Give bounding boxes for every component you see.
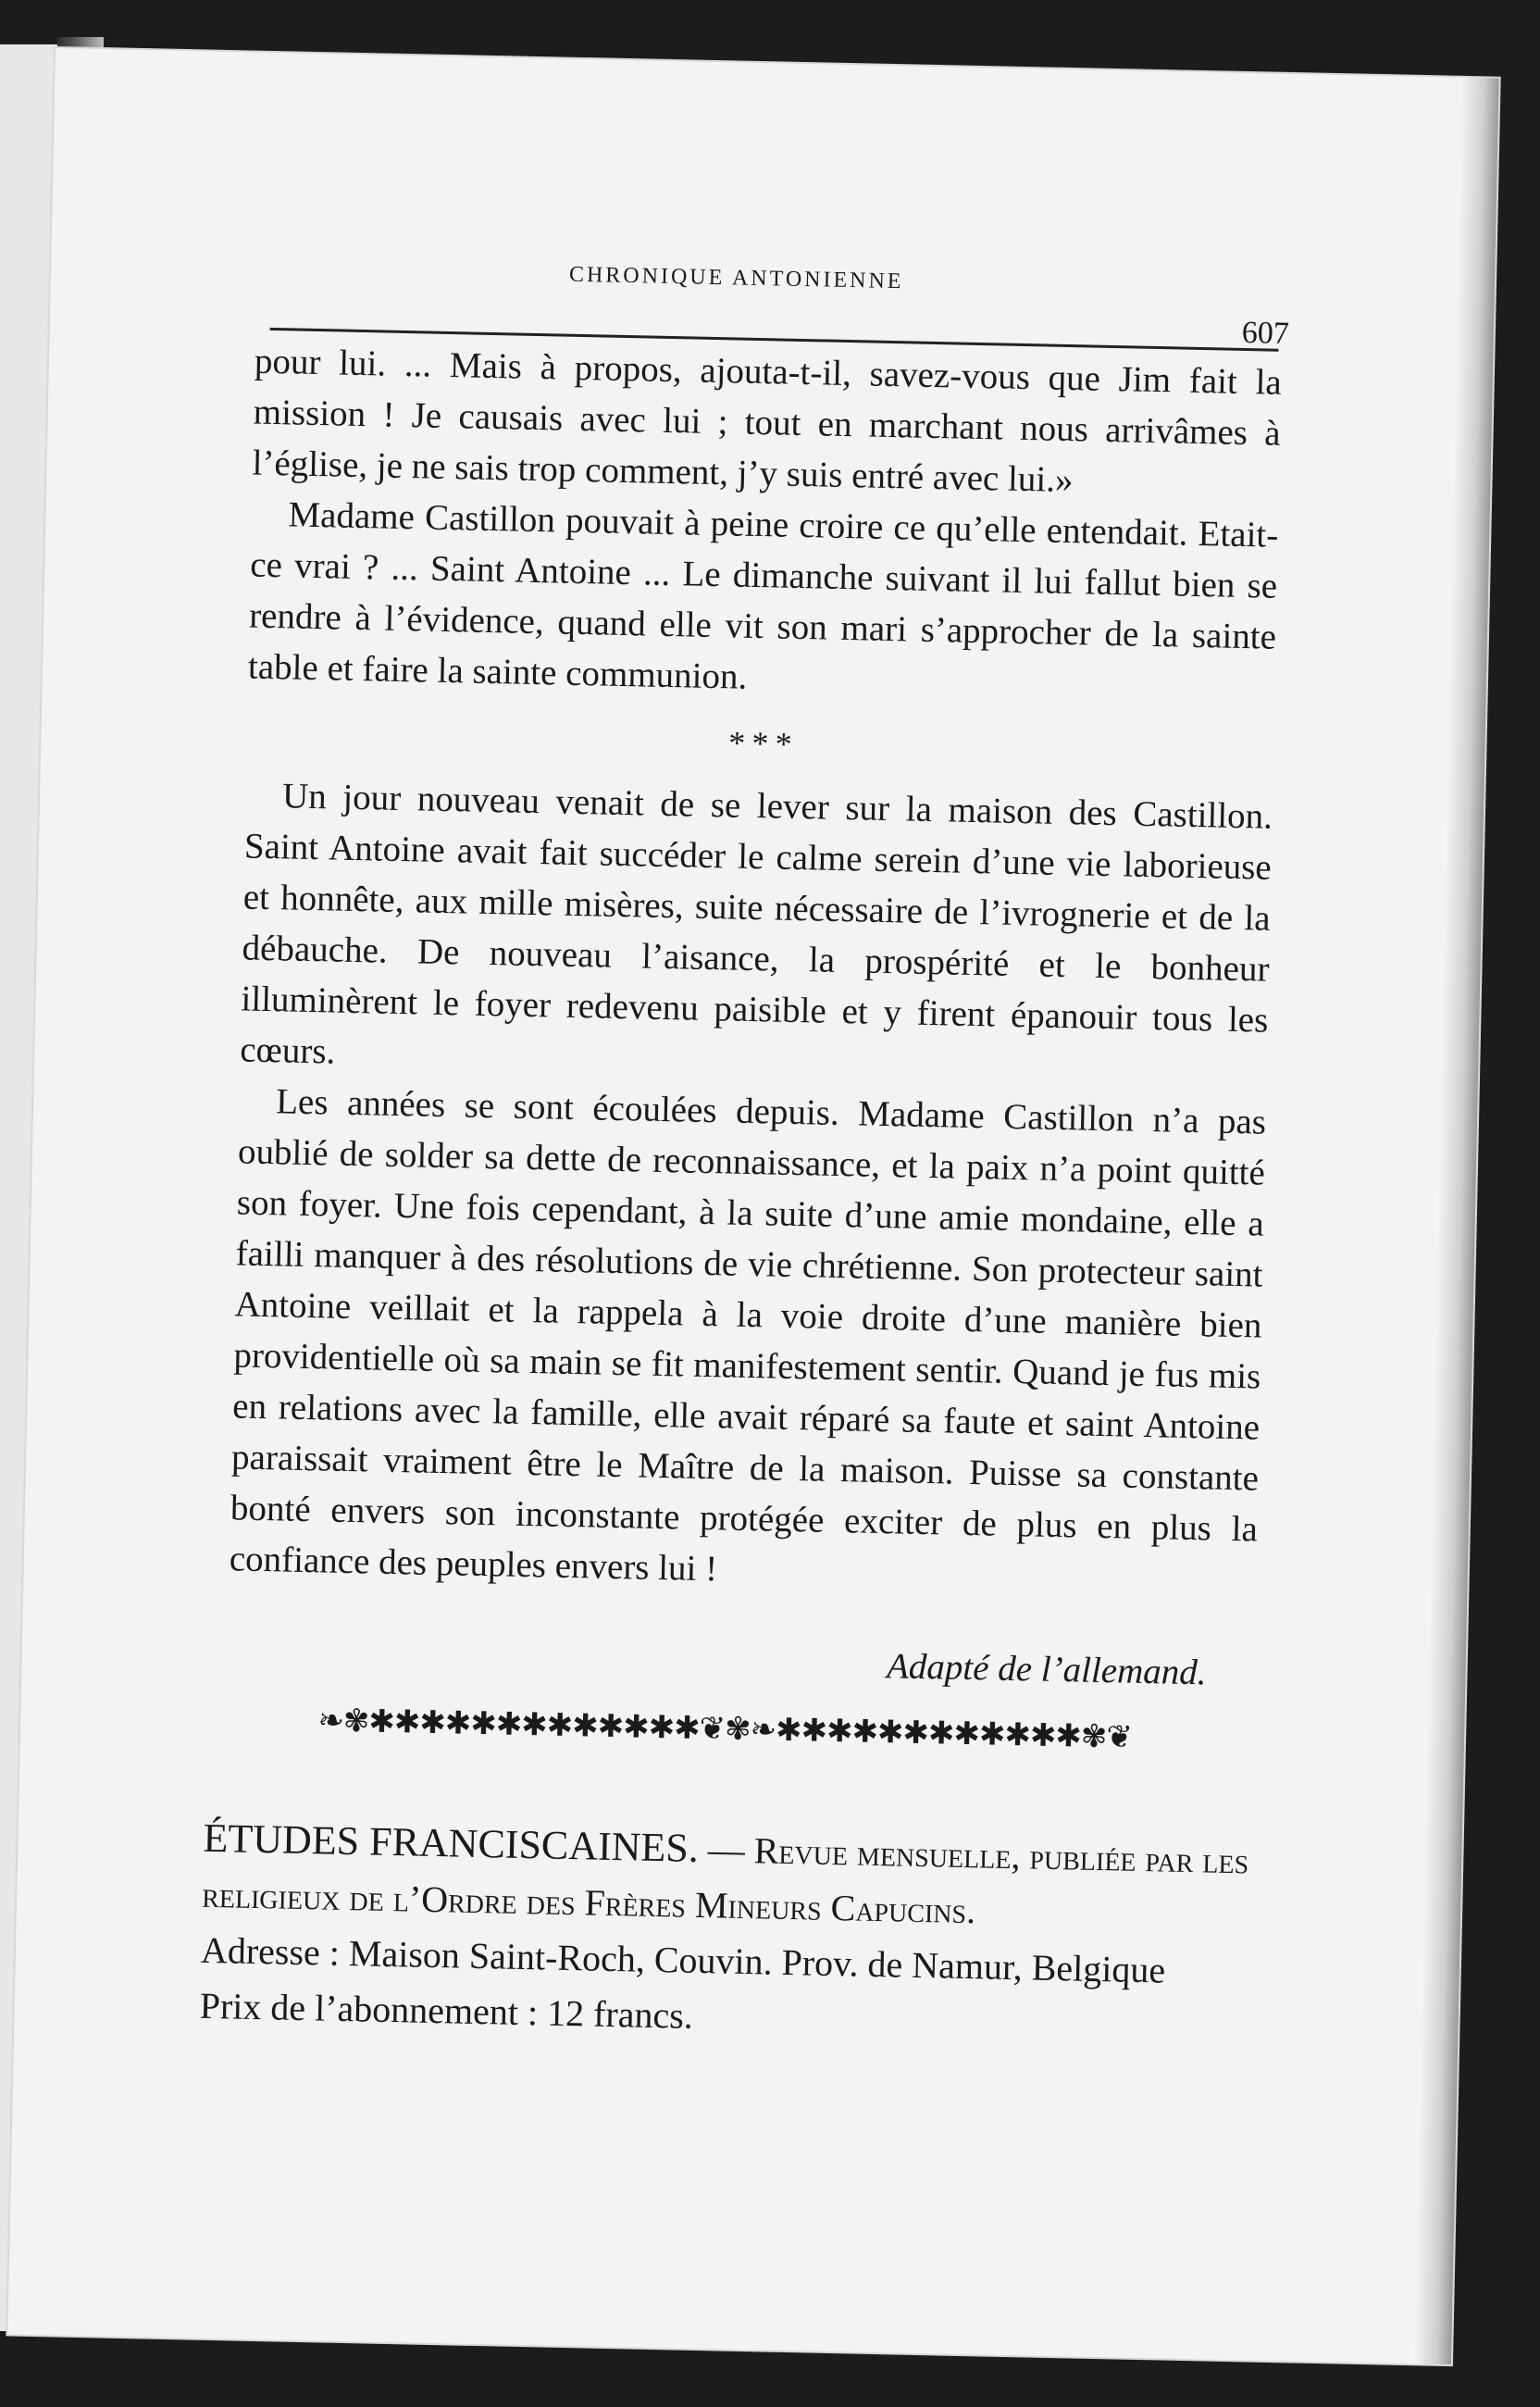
article-text (227, 336, 1282, 1700)
ad-description: Revue mensuelle, publiée par les religieux de l’Ordre des Frères Mineurs Capucins. (201, 1829, 1249, 1932)
page-edge (1414, 78, 1499, 2364)
signature: Adapté de l’allemand. (886, 1646, 1207, 1693)
decorative-ornament-divider: ❧✾✱✱✱✱✱✱✱✱✱✱✱✱✱❦✾❧✱✱✱✱✱✱✱✱✱✱✱✱✾❦ (317, 1703, 1133, 1755)
ad-dash: — (698, 1827, 755, 1872)
page-number: 607 (1241, 315, 1290, 351)
paragraph-3: Un jour nouveau venait de se lever sur la maison des Castillon. Saint Antoine avait fait succéder le calme serein d’une vie laborieuse et honnête, aux mille misères, suite nécessaire de l’ivrognerie et de la débauche. De nouveau l’aisance, la prospérité et le bonheur illuminèrent le foyer redevenu paisible et y firent épanouir tous les cœurs. (239, 776, 1273, 1072)
running-title: CHRONIQUE ANTONIENNE (568, 262, 904, 294)
asterism-glyphs: * * * (727, 724, 793, 763)
ad-title: ÉTUDES FRANCISCAINES. (203, 1815, 700, 1871)
book-page (7, 48, 1498, 2364)
ad-price: Prix de l’abonnement : 12 francs. (199, 1984, 694, 2037)
ad-heading-line (202, 1811, 1249, 1945)
advertisement (199, 1811, 1249, 2056)
section-asterism (246, 714, 1274, 772)
paragraph-4: Les années se sont écoulées depuis. Madame Castillon n’a pas oublié de solder sa dette de reconnaissance, et la paix n’a point quitté son foyer. Une fois cependant, à la suite d’une amie mondaine, elle a failli manquer à des résolutions de vie chrétienne. Son protecteur saint Antoine veillait et la rappela à la voie droite d’une manière bien providentielle où sa main se fit manifestement sentir. Quand je fus mis en relations avec la famille, elle avait réparé sa faute et saint Antoine paraissait vraiment être le Maître de la maison. Puisse sa constante bonté envers son inconstante protégée exciter de plus en plus la confiance des peuples envers lui ! (229, 1081, 1267, 1590)
paragraph-2: Madame Castillon pouvait à peine croire ce qu’elle entendait. Etait-ce vrai ? ... Saint Antoine ... Le dimanche suivant il lui fallut bien se rendre à l’évidence, quand elle vit son mari s’approcher de la sainte table et faire la sainte communion. (247, 494, 1279, 697)
paragraph-1: pour lui. ... Mais à propos, ajouta-t-il, savez-vous que Jim fait la mission ! Je causais avec lui ; tout en marchant nous arrivâmes à l’église, je ne sais trop comment, j’y suis entré avec lui.» (252, 341, 1283, 501)
ad-address: Adresse : Maison Saint-Roch, Couvin. Prov. de Namur, Belgique (200, 1928, 1166, 1991)
